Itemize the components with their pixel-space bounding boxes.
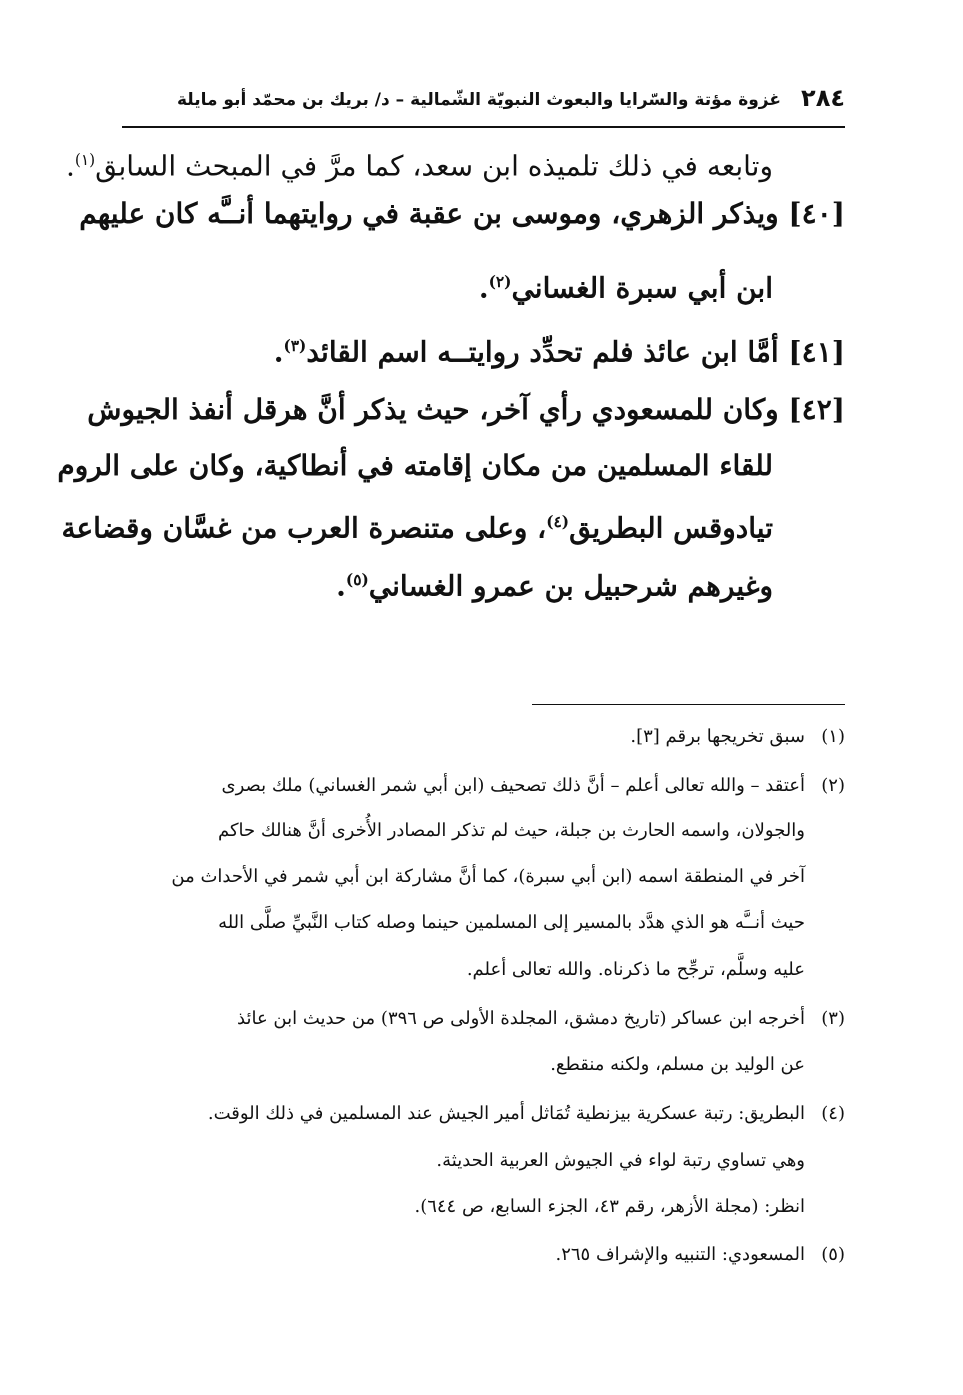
paragraph-number: [٤٢] — [788, 393, 845, 426]
footnote-text: عن الوليد بن مسلم، ولكنه منقطع. — [550, 1054, 805, 1075]
footnote-line — [237, 1004, 845, 1034]
text-line — [79, 194, 845, 234]
footnote-line — [630, 722, 845, 752]
footnote-text: سبق تخريجها برقم [٣]. — [630, 726, 805, 747]
footnote-number: (٢) — [821, 775, 845, 796]
footnote-text: أعتقد – والله تعالى أعلم – أنَّ ذلك تصحيف (ابن أبي شمر الغساني) ملك بصرى — [221, 775, 805, 796]
page-number: ٢٨٤ — [801, 84, 845, 112]
line-text: ويذكر الزهري، وموسى بن عقبة في روايتهما أنــَّه كان عليهم — [79, 197, 789, 230]
footnote-text: انظر: (مجلة الأزهر، رقم ٤٣، الجزء السابع، ص ٦٤٤). — [414, 1196, 805, 1217]
footnote-line — [171, 862, 805, 892]
text-line — [336, 560, 773, 606]
footnote-marker: (٥) — [345, 571, 369, 589]
footnote-marker: (٢) — [488, 273, 512, 291]
line-text: وكان للمسعودي رأي آخر، حيث يذكر أنَّ هرقل أنفذ الجيوش — [87, 393, 789, 426]
footnote-text: آخر في المنطقة اسمه (ابن أبي سبرة)، كما أنَّ مشاركة ابن أبي شمر في الأحداث من — [171, 866, 805, 887]
footnote-text: المسعودي: التنبيه والإشراف ٢٦٥. — [555, 1244, 805, 1265]
header-rule — [122, 126, 845, 128]
line-text: للقاء المسلمين من مكان إقامته في أنطاكية، وكان على الروم — [57, 449, 773, 482]
line-text-tail: ، وعلى متنصرة العرب من غسَّان وقضاعة — [61, 511, 547, 545]
footnote-text: حيث أنــَّه هو الذي هدَّد بالمسير إلى المسلمين حينما وصله كتاب النَّبيِّ صلَّى الله — [218, 912, 805, 933]
footnote-line — [555, 1240, 845, 1270]
footnote-marker: (٣) — [283, 337, 307, 355]
header-title: غزوة مؤتة والسّرايا والبعوث النبويّة الشّمالية – د/ بريك بن محمّد أبو مايلة — [176, 90, 781, 110]
line-text: ابن أبي سبرة الغساني — [511, 271, 773, 305]
footnote-text: أخرجه ابن عساكر (تاريخ دمشق، المجلدة الأولى ص ٣٩٦) من حديث ابن عائذ — [237, 1008, 805, 1029]
line-text: وتابعه في ذلك تلميذه ابن سعد، كما مرَّ في المبحث السابق — [95, 149, 773, 183]
footnote-text: والجولان، واسمه الحارث بن جبلة، حيث لم تذكر المصادر الأُخرى أنَّ هنالك حاكم — [217, 820, 805, 841]
line-text: تيادوقس البطريق — [569, 511, 773, 545]
paragraph-number: [٤٠] — [788, 197, 845, 230]
line-text: وغيرهم شرحبيل بن عمرو الغساني — [368, 569, 773, 603]
footnote-text: وهي تساوي رتبة لواء في الجيوش العربية الحديثة. — [436, 1150, 805, 1171]
footnote-line — [208, 1099, 845, 1129]
footnote-number: (١) — [821, 726, 845, 747]
line-text: أمَّا ابن عائذ فلم تحدِّد روايتــه اسم القائد — [306, 335, 789, 369]
text-line — [61, 502, 773, 548]
line-text-tail: . — [65, 149, 75, 183]
line-text-tail: . — [336, 569, 346, 603]
footnote-number: (٥) — [821, 1244, 845, 1265]
text-line — [66, 140, 773, 186]
footnote-number: (٣) — [821, 1008, 845, 1029]
footnote-number: (٤) — [821, 1103, 845, 1124]
footnote-text: البطريق: رتبة عسكرية بيزنطية تُمَاثل أمير الجيش عند المسلمين في ذلك الوقت. — [207, 1103, 805, 1124]
footnote-line — [218, 816, 805, 846]
text-line — [57, 446, 773, 486]
footnote-text: عليه وسلَّم، ترجِّح ما ذكرناه. والله تعالى أعلم. — [466, 959, 805, 980]
text-line — [87, 390, 845, 430]
text-line — [479, 262, 773, 308]
footnote-line — [414, 1192, 805, 1222]
line-text-tail: . — [478, 271, 489, 305]
footnote-line — [222, 771, 845, 801]
footnote-marker: (١) — [74, 151, 96, 169]
footnote-line — [467, 955, 805, 985]
footnote-line — [550, 1050, 805, 1080]
footnote-rule — [532, 704, 845, 705]
running-header — [122, 82, 845, 122]
footnote-line — [218, 908, 805, 938]
line-text-tail: . — [273, 335, 284, 369]
footnote-marker: (٤) — [546, 513, 570, 531]
text-line — [274, 326, 845, 372]
paragraph-number: [٤١] — [788, 335, 845, 369]
footnote-line — [436, 1146, 805, 1176]
